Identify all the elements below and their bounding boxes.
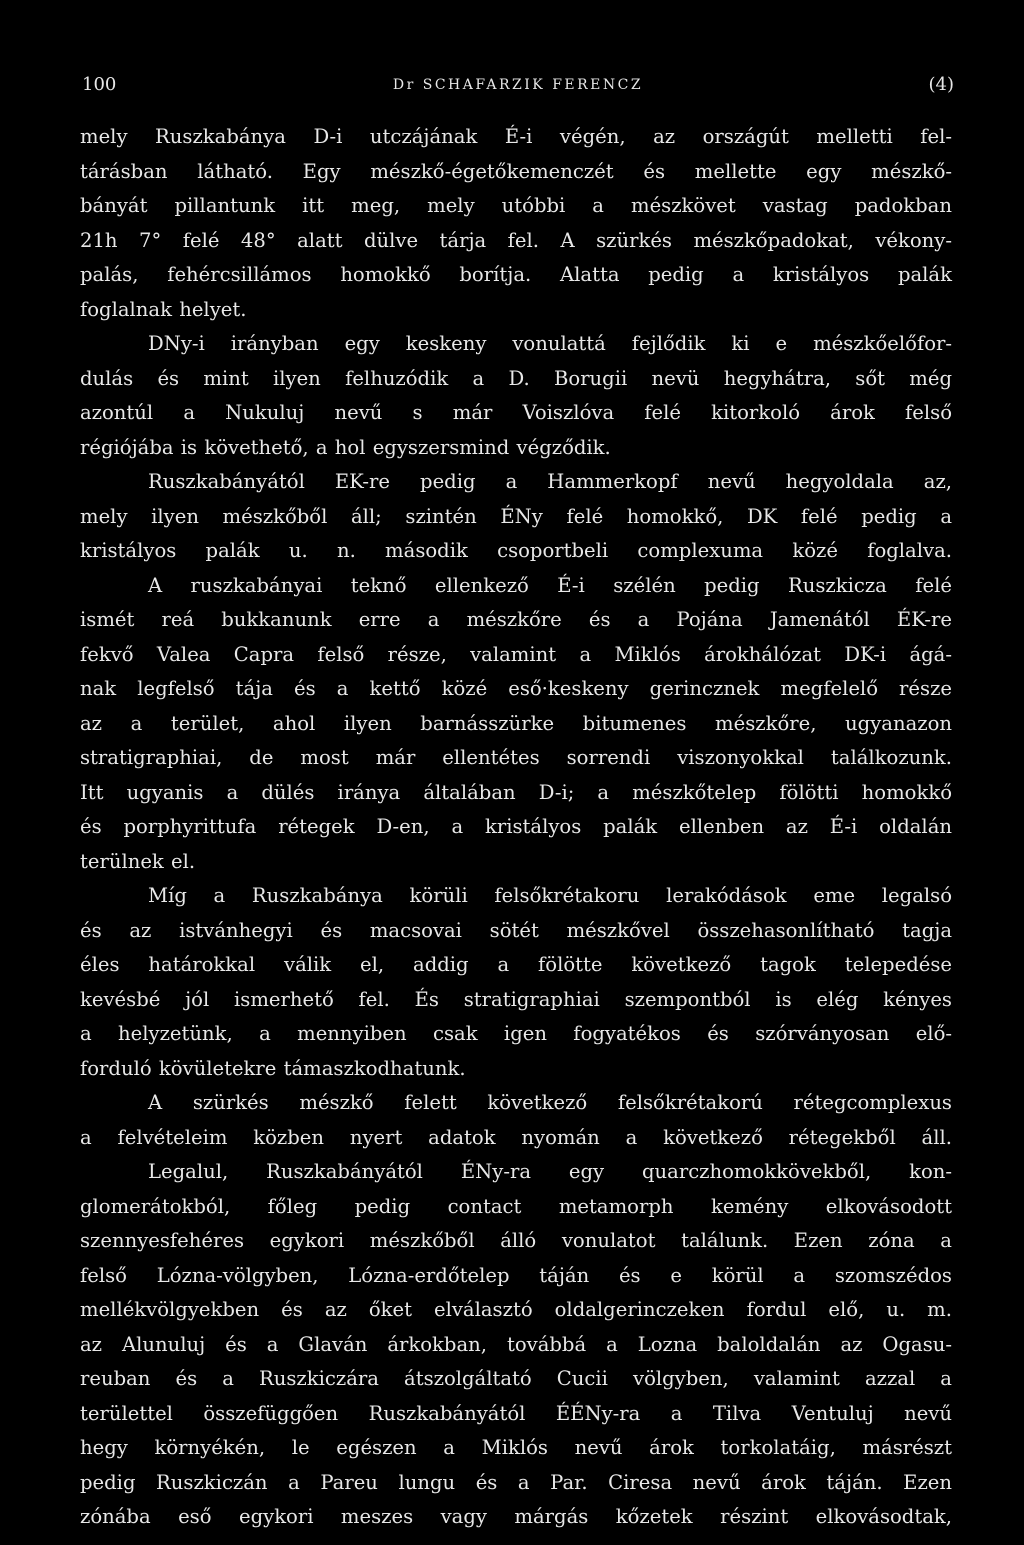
text-line: az Alunuluj és a Glaván árkokban, továbbá a Lozna baloldalán az Ogasu- xyxy=(80,1332,952,1356)
text-line: felső Lózna-völgyben, Lózna-erdőtelep táján és e körül a szomszédos xyxy=(80,1263,952,1287)
text-line: ismét reá bukkanunk erre a mészkőre és a Pojána Jamenától ÉK-re xyxy=(80,608,952,631)
text-line: Míg a Ruszkabánya körüli felsőkrétakoru lerakódások eme legalsó xyxy=(148,884,952,907)
text-line: és az istvánhegyi és macsovai sötét mészkővel összehasonlítható tagja xyxy=(80,918,952,942)
text-line: tárásban látható. Egy mészkő-égetőkemenczét és mellette egy mészkő- xyxy=(80,159,952,183)
text-line: A szürkés mészkő felett következő felsőkrétakorú rétegcomplexus xyxy=(148,1091,952,1114)
text-line: palás, fehércsillámos homokkő borítja. Alatta pedig a kristályos palák xyxy=(80,263,952,286)
text-line: azontúl a Nukuluj nevű s már Voiszlóva felé kitorkoló árok felső xyxy=(80,401,952,424)
running-title: Dr SCHAFARZIK FERENCZ xyxy=(392,77,644,93)
text-line: glomerátokból, főleg pedig contact metamorph kemény elkovásodott xyxy=(80,1194,952,1218)
text-line: éles határokkal válik el, addig a fölötte következő tagok telepedése xyxy=(80,953,952,976)
text-line: foglalnak helyet. xyxy=(80,297,247,321)
text-line: reuban és a Ruszkiczára átszolgáltató Cucii völgyben, valamint azzal a xyxy=(80,1367,952,1390)
page-number: 100 xyxy=(82,74,117,95)
text-line: szennyesfehéres egykori mészkőből álló vonulatot találunk. Ezen zóna a xyxy=(80,1229,952,1252)
text-line: az a terület, ahol ilyen barnásszürke bitumenes mészkőre, ugyanazon xyxy=(80,711,952,735)
text-line: zónába eső egykori meszes vagy márgás kőzetek részint elkovásodtak, xyxy=(80,1505,952,1528)
text-line: a helyzetünk, a mennyiben csak igen fogyatékos és szórványosan elő- xyxy=(80,1022,952,1045)
text-line: Itt ugyanis a dülés iránya általában D-i; a mészkőtelep fölötti homokkő xyxy=(80,780,952,804)
text-line: Ruszkabányától EK-re pedig a Hammerkopf nevű hegyoldala az, xyxy=(148,470,952,493)
text-line: pedig Ruszkiczán a Pareu lungu és a Par. Ciresa nevű árok táján. Ezen xyxy=(80,1470,952,1494)
text-line: bányát pillantunk itt meg, mely utóbbi a mészkövet vastag padokban xyxy=(80,194,952,217)
text-line: nak legfelső tája és a kettő közé eső·keskeny gerincznek megfelelő része xyxy=(80,677,952,700)
text-line: dulás és mint ilyen felhuzódik a D. Borugii nevü hegyhátra, sőt még xyxy=(80,366,952,390)
text-line: hegy környékén, le egészen a Miklós nevű árok torkolatáig, másrészt xyxy=(80,1436,952,1459)
text-line: 21h 7° felé 48° alatt dülve tárja fel. A szürkés mészkőpadokat, vékony- xyxy=(80,228,952,252)
text-line: DNy-i irányban egy keskeny vonulattá fejlődik ki e mészkőelőfor- xyxy=(148,332,952,355)
text-line: forduló kövületekre támaszkodhatunk. xyxy=(80,1056,466,1080)
text-line: régiójába is követhető, a hol egyszersmind végződik. xyxy=(80,435,611,459)
text-line: mely Ruszkabánya D-i utczájának É-i végén, az országút melletti fel- xyxy=(80,125,952,148)
text-line: stratigraphiai, de most már ellentétes sorrendi viszonyokkal találkozunk. xyxy=(80,746,952,769)
text-line: és porphyrittufa rétegek D-en, a kristályos palák ellenben az É-i oldalán xyxy=(80,815,952,838)
text-line: mely ilyen mészkőből áll; szintén ÉNy felé homokkő, DK felé pedig a xyxy=(80,504,952,528)
text-line: terülnek el. xyxy=(80,849,196,873)
text-line: fekvő Valea Capra felső része, valamint a Miklós árokhálózat DK-i ágá- xyxy=(80,642,952,666)
body-text xyxy=(80,120,952,1535)
text-line: kristályos palák u. n. második csoportbeli complexuma közé foglalva. xyxy=(80,539,952,562)
text-line: A ruszkabányai teknő ellenkező É-i szélén pedig Ruszkicza felé xyxy=(148,573,952,597)
section-number: (4) xyxy=(928,74,954,95)
text-line: a felvételeim közben nyert adatok nyomán a következő rétegekből áll. xyxy=(80,1125,952,1149)
text-line: területtel összefüggően Ruszkabányától ÉÉNy-ra a Tilva Ventuluj nevű xyxy=(80,1401,952,1425)
text-line: Legalul, Ruszkabányától ÉNy-ra egy quarczhomokkövekből, kon- xyxy=(148,1160,952,1183)
text-line: kevésbé jól ismerhető fel. És stratigraphiai szempontból is elég kényes xyxy=(80,987,952,1011)
text-line: mellékvölgyekben és az őket elválasztó oldalgerinczeken fordul elő, u. m. xyxy=(80,1298,952,1321)
page-header xyxy=(82,70,954,100)
